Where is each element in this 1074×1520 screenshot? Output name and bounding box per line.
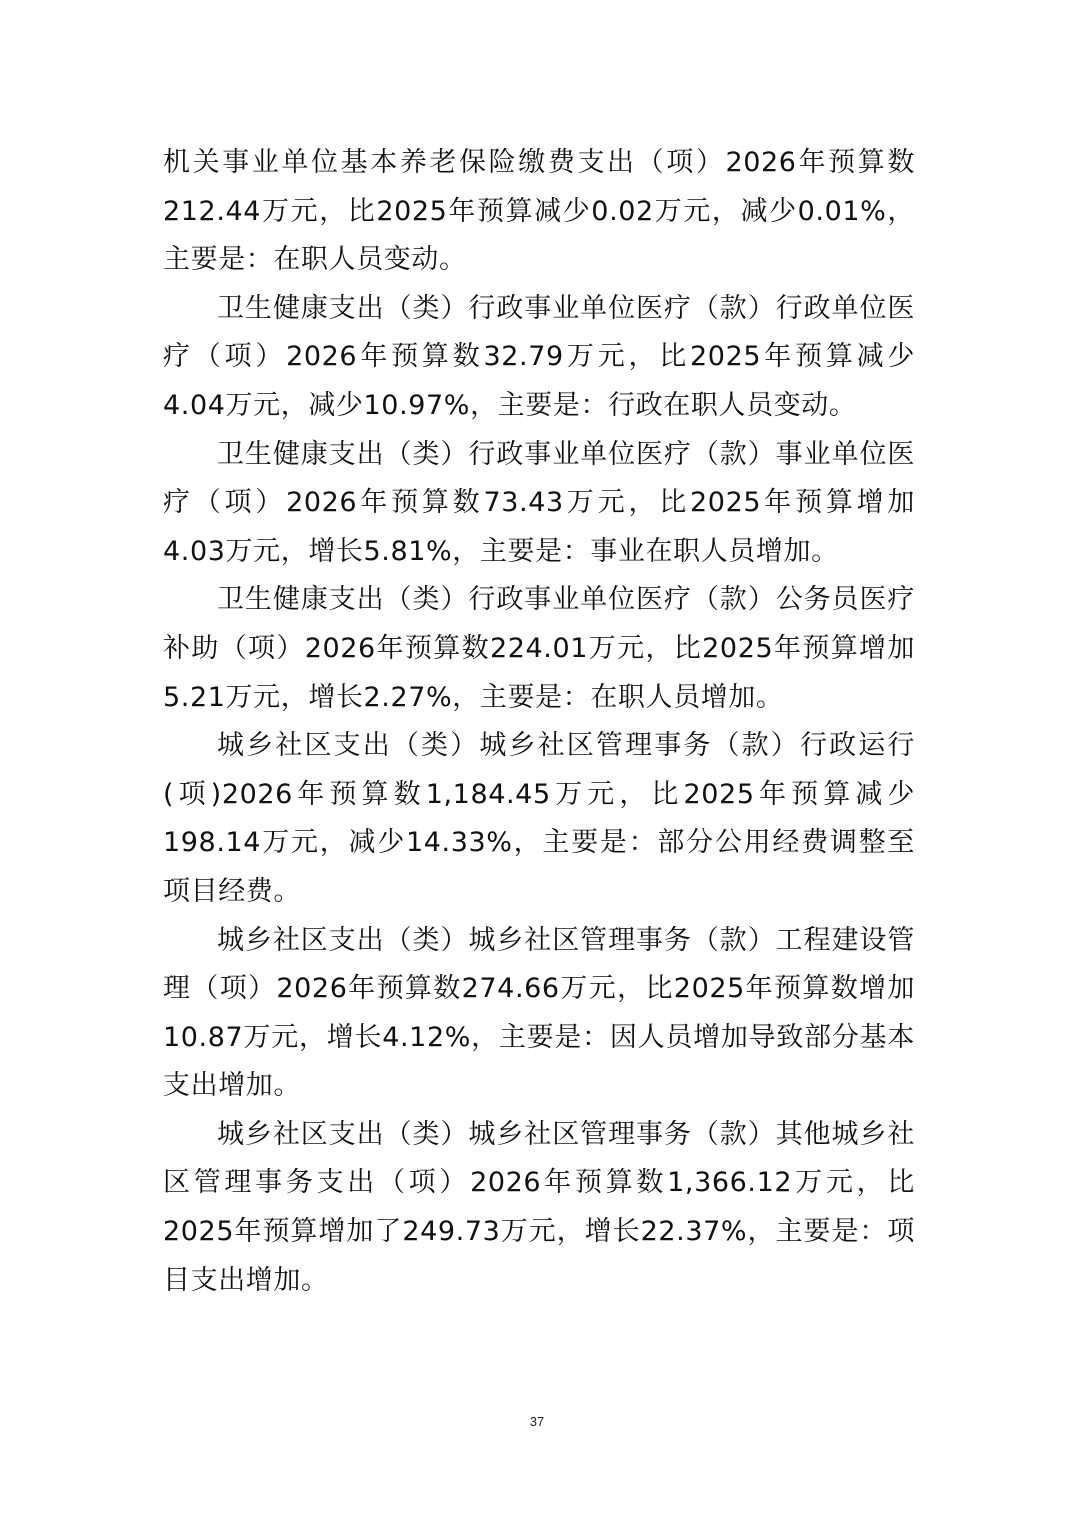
- paragraph-engineering-construction-management: 城乡社区支出（类）城乡社区管理事务（款）工程建设管理（项）2026年预算数274.66万元，比2025年预算数增加10.87万元，增长4.12%，主要是：因人员增加导致部分基本支出增加。: [163, 924, 915, 1102]
- paragraph-public-institution-medical: 卫生健康支出（类）行政事业单位医疗（款）事业单位医疗（项）2026年预算数73.43万元，比2025年预算增加4.03万元，增长5.81%，主要是：事业在职人员增加。: [163, 438, 915, 567]
- paragraph-admin-unit-medical: 卫生健康支出（类）行政事业单位医疗（款）行政单位医疗（项）2026年预算数32.79万元，比2025年预算减少4.04万元，减少10.97%，主要是：行政在职人员变动。: [163, 292, 915, 421]
- page-number: 37: [529, 1414, 545, 1429]
- body-text: [163, 139, 915, 1305]
- paragraph-other-community-affairs: 城乡社区支出（类）城乡社区管理事务（款）其他城乡社区管理事务支出（项）2026年预算数1,366.12万元，比2025年预算增加了249.73万元，增长22.37%，主要是：项目支出增加。: [163, 1118, 915, 1296]
- paragraph-civil-servant-medical-subsidy: 卫生健康支出（类）行政事业单位医疗（款）公务员医疗补助（项）2026年预算数224.01万元，比2025年预算增加5.21万元，增长2.27%，主要是：在职人员增加。: [163, 584, 915, 713]
- paragraph-community-admin-operation: 城乡社区支出（类）城乡社区管理事务（款）行政运行(项)2026年预算数1,184.45万元，比2025年预算减少198.14万元，减少14.33%，主要是：部分公用经费调整至项目经费。: [163, 730, 915, 907]
- paragraph-pension-contribution: 机关事业单位基本养老保险缴费支出（项）2026年预算数212.44万元，比2025年预算减少0.02万元，减少0.01%，主要是：在职人员变动。: [163, 147, 915, 276]
